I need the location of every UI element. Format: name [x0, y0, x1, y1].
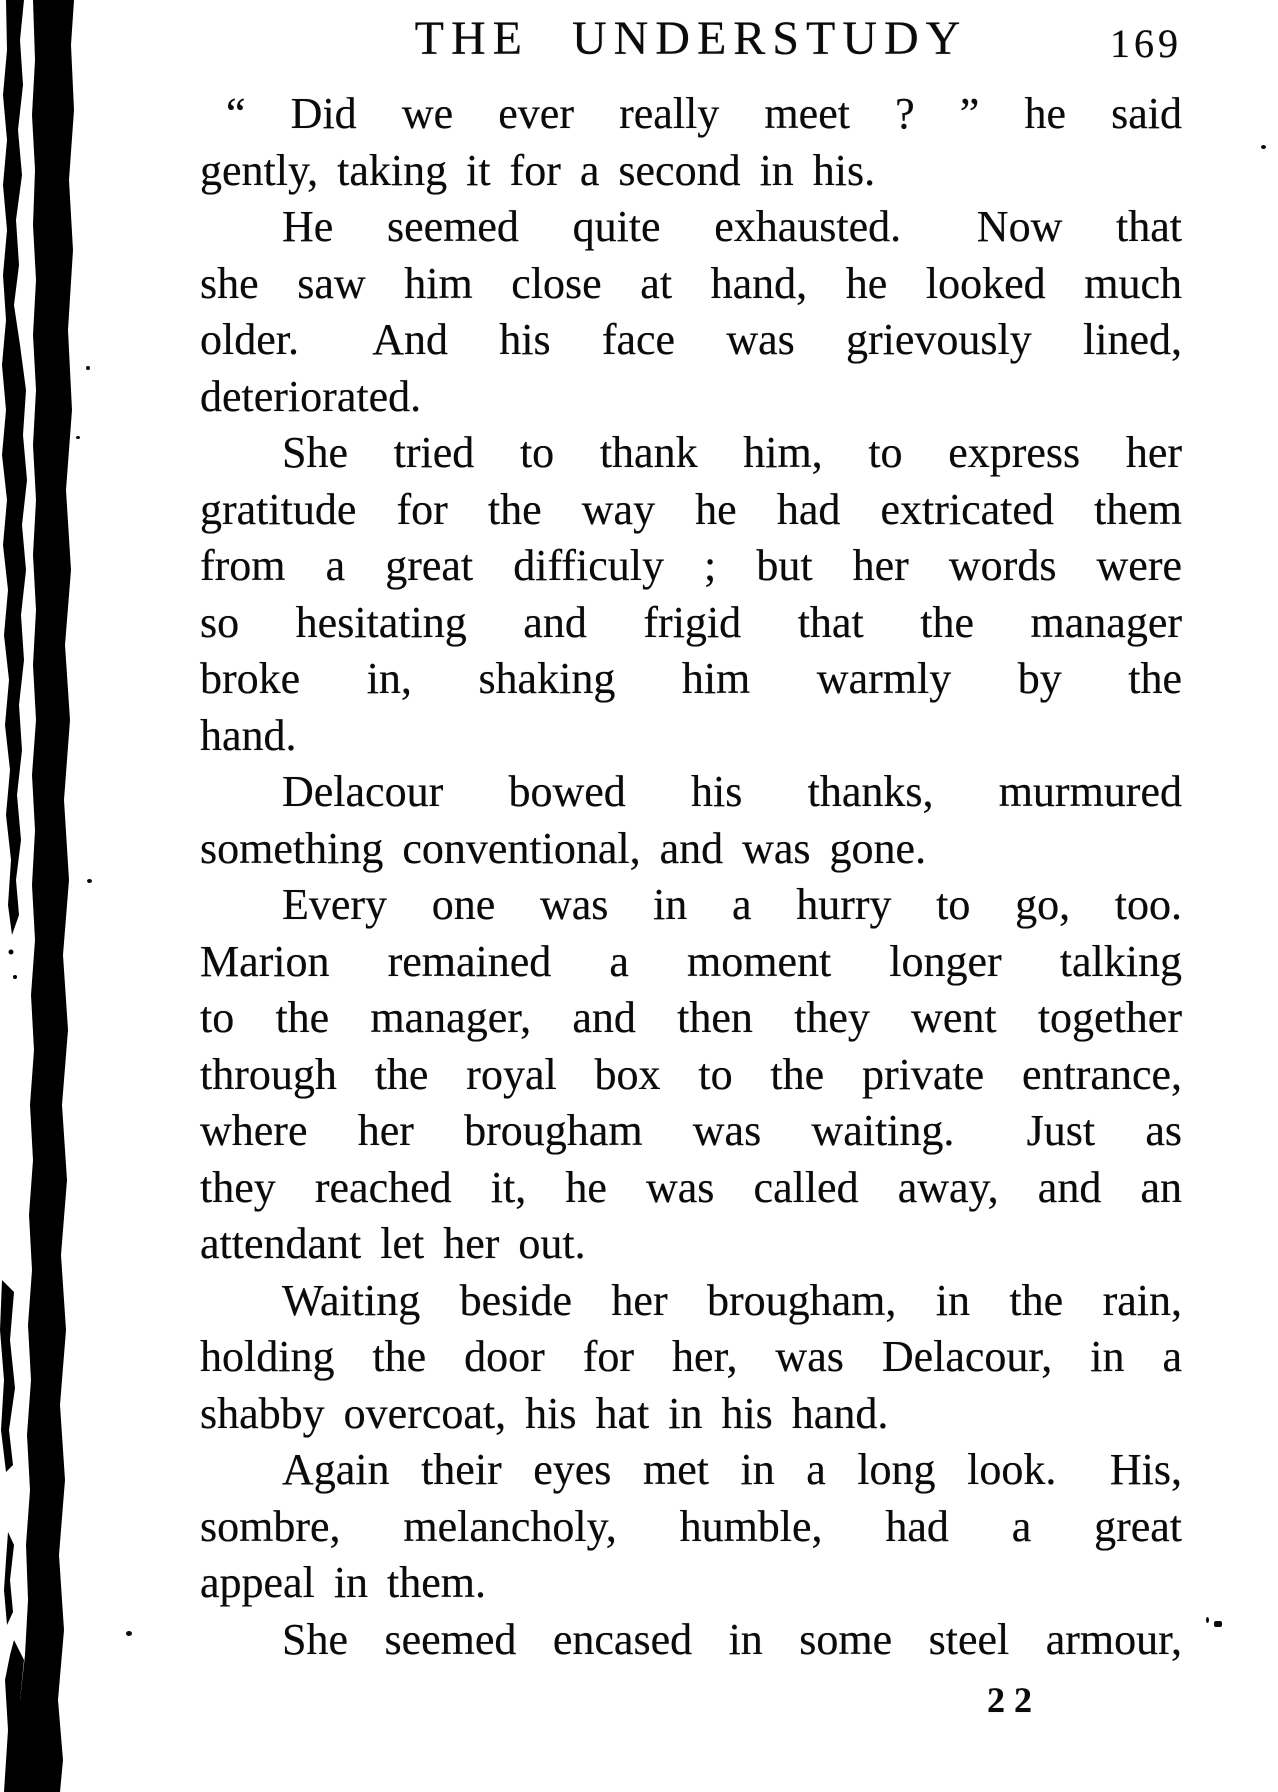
text-line: sombre, melancholy, humble, had a great	[200, 1501, 1182, 1551]
ink-speck	[126, 1631, 132, 1636]
text-line: shabby overcoat, his hat in his hand.	[200, 1388, 889, 1438]
text-line: appeal in them.	[200, 1558, 487, 1607]
ink-speck	[76, 436, 80, 439]
text-line: where her brougham was waiting. Just as	[200, 1106, 1182, 1155]
text-line: He seemed quite exhausted. Now that	[282, 202, 1182, 251]
page-number: 169	[1110, 21, 1182, 66]
ink-speck	[1206, 1617, 1209, 1623]
text-line: Waiting beside her brougham, in the rain,	[282, 1275, 1182, 1325]
text-line: gently, taking it for a second in his.	[200, 145, 876, 195]
text-line: to the manager, and then they went together	[200, 993, 1182, 1042]
running-title: THE UNDERSTUDY	[414, 12, 968, 65]
ink-speck	[87, 879, 92, 883]
ink-speck	[1261, 145, 1266, 149]
ink-speck	[1214, 1621, 1222, 1627]
text-line: older. And his face was grievously lined,	[200, 315, 1182, 364]
text-line: Again their eyes met in a long look. His,	[282, 1445, 1182, 1494]
text-line: she saw him close at hand, he looked much	[200, 258, 1182, 308]
text-line: holding the door for her, was Delacour, in a	[200, 1332, 1182, 1381]
text-line: broke in, shaking him warmly by the	[200, 654, 1182, 703]
text-line: Marion remained a moment longer talking	[200, 936, 1182, 986]
text-line: Every one was in a hurry to go, too.	[282, 880, 1182, 929]
text-line: gratitude for the way he had extricated them	[200, 484, 1182, 534]
text-line: through the royal box to the private entrance,	[200, 1049, 1182, 1099]
binding-shadow	[0, 0, 110, 1792]
text-line: something conventional, and was gone.	[200, 823, 927, 873]
text-line: they reached it, he was called away, and an	[200, 1162, 1182, 1212]
text-line: so hesitating and frigid that the manager	[200, 597, 1182, 647]
running-header	[200, 12, 1182, 75]
text-line: She tried to thank him, to express her	[282, 428, 1182, 477]
text-line: hand.	[200, 710, 297, 760]
signature-mark: 22	[987, 1680, 1041, 1720]
text-block	[200, 86, 1182, 1668]
ink-speck	[86, 366, 90, 370]
text-line: from a great difficuly ; but her words were	[200, 541, 1182, 590]
text-line: She seemed encased in some steel armour,	[282, 1614, 1182, 1664]
text-line: “ Did we ever really meet ? ” he said	[226, 89, 1182, 138]
text-line: deteriorated.	[200, 371, 422, 421]
text-line: attendant let her out.	[200, 1219, 586, 1268]
text-line: Delacour bowed his thanks, murmured	[282, 767, 1182, 816]
